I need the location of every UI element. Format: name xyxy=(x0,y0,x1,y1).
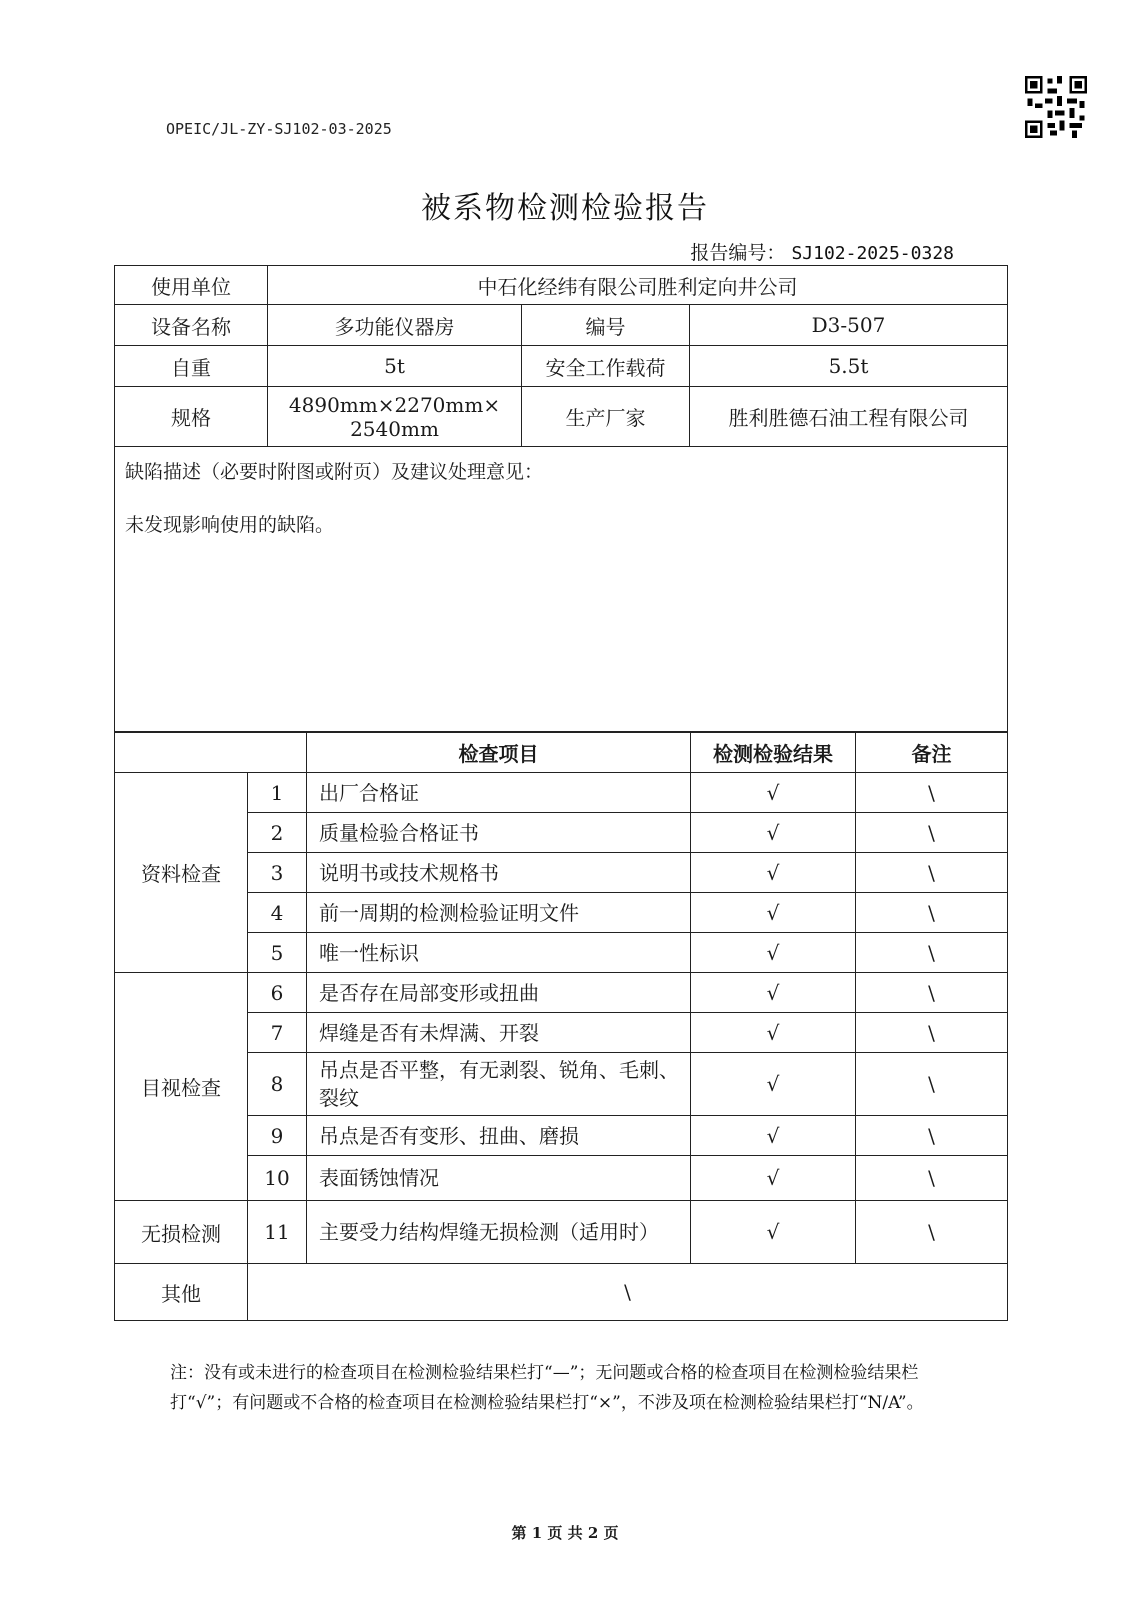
qr-code-icon xyxy=(1025,76,1087,138)
table-row xyxy=(115,853,1008,893)
header-blank xyxy=(115,733,307,773)
defect-section xyxy=(115,447,1008,732)
row-remark: \ xyxy=(856,1201,1008,1264)
row-remark: \ xyxy=(856,933,1008,973)
row-item: 唯一性标识 xyxy=(307,933,691,973)
row-result: √ xyxy=(691,1013,856,1053)
header-remark: 备注 xyxy=(856,733,1008,773)
row-remark: \ xyxy=(856,973,1008,1013)
row-number: 9 xyxy=(248,1116,307,1156)
row-remark: \ xyxy=(856,1116,1008,1156)
info-row xyxy=(115,387,1008,447)
row-remark: \ xyxy=(856,1013,1008,1053)
row-item: 说明书或技术规格书 xyxy=(307,853,691,893)
other-row xyxy=(115,1264,1008,1321)
user-unit-label: 使用单位 xyxy=(115,266,268,305)
other-value: \ xyxy=(248,1264,1008,1321)
defect-label: 缺陷描述（必要时附图或附页）及建议处理意见： xyxy=(125,461,544,483)
row-number: 11 xyxy=(248,1201,307,1264)
row-number: 10 xyxy=(248,1156,307,1201)
safe-working-load-label: 安全工作载荷 xyxy=(522,346,690,387)
inspection-table xyxy=(114,732,1008,1321)
spec-value xyxy=(268,387,522,447)
document-code: OPEIC/JL-ZY-SJ102-03-2025 xyxy=(166,120,392,138)
row-number: 7 xyxy=(248,1013,307,1053)
table-row xyxy=(115,1053,1008,1116)
serial-value: D3-507 xyxy=(690,305,1008,346)
row-remark: \ xyxy=(856,853,1008,893)
row-result: √ xyxy=(691,933,856,973)
table-row xyxy=(115,973,1008,1013)
page-footer: 第 1 页 共 2 页 xyxy=(511,1524,619,1542)
equipment-name-label: 设备名称 xyxy=(115,305,268,346)
table-row xyxy=(115,1156,1008,1201)
row-item: 前一周期的检测检验证明文件 xyxy=(307,893,691,933)
row-remark: \ xyxy=(856,813,1008,853)
defect-row xyxy=(115,447,1008,732)
row-item: 是否存在局部变形或扭曲 xyxy=(307,973,691,1013)
table-row xyxy=(115,1013,1008,1053)
manufacturer-value: 胜利胜德石油工程有限公司 xyxy=(690,387,1008,447)
user-unit-value: 中石化经纬有限公司胜利定向井公司 xyxy=(268,266,1008,305)
row-remark: \ xyxy=(856,1156,1008,1201)
info-row xyxy=(115,305,1008,346)
group-name: 目视检查 xyxy=(115,973,248,1201)
row-item: 焊缝是否有未焊满、开裂 xyxy=(307,1013,691,1053)
row-item: 出厂合格证 xyxy=(307,773,691,813)
row-result: √ xyxy=(691,813,856,853)
note-text: 注：没有或未进行的检查项目在检测检验结果栏打“—”；无问题或合格的检查项目在检测检验结果栏打“√”；有问题或不合格的检查项目在检测检验结果栏打“×”，不涉及项在检测检验结果栏打“N/A”。 xyxy=(170,1363,924,1413)
row-number: 6 xyxy=(248,973,307,1013)
defect-text: 未发现影响使用的缺陷。 xyxy=(125,514,335,536)
row-number: 5 xyxy=(248,933,307,973)
report-number-value: SJ102-2025-0328 xyxy=(791,243,954,264)
header-item: 检查项目 xyxy=(307,733,691,773)
self-weight-label: 自重 xyxy=(115,346,268,387)
info-row xyxy=(115,266,1008,305)
group-name: 无损检测 xyxy=(115,1201,248,1264)
table-row xyxy=(115,933,1008,973)
row-number: 2 xyxy=(248,813,307,853)
row-item: 表面锈蚀情况 xyxy=(307,1156,691,1201)
spec-value-line2: 2540mm xyxy=(350,416,439,441)
row-remark: \ xyxy=(856,893,1008,933)
row-result: √ xyxy=(691,893,856,933)
table-row xyxy=(115,773,1008,813)
report-number-label: 报告编号： xyxy=(690,242,786,264)
row-number: 1 xyxy=(248,773,307,813)
row-result: √ xyxy=(691,1156,856,1201)
row-result: √ xyxy=(691,853,856,893)
row-result: √ xyxy=(691,773,856,813)
row-number: 3 xyxy=(248,853,307,893)
row-result: √ xyxy=(691,1116,856,1156)
spec-value-line1: 4890mm×2270mm× xyxy=(288,392,501,417)
row-item: 质量检验合格证书 xyxy=(307,813,691,853)
spec-label: 规格 xyxy=(115,387,268,447)
report-number xyxy=(690,238,954,265)
manufacturer-label: 生产厂家 xyxy=(522,387,690,447)
header-result: 检测检验结果 xyxy=(691,733,856,773)
info-row xyxy=(115,346,1008,387)
safe-working-load-value: 5.5t xyxy=(690,346,1008,387)
row-number: 8 xyxy=(248,1053,307,1116)
row-number: 4 xyxy=(248,893,307,933)
serial-label: 编号 xyxy=(522,305,690,346)
row-remark: \ xyxy=(856,1053,1008,1116)
row-result: √ xyxy=(691,973,856,1013)
self-weight-value: 5t xyxy=(268,346,522,387)
equipment-info-table xyxy=(114,265,1008,732)
report-title: 被系物检测检验报告 xyxy=(421,191,709,226)
row-item: 主要受力结构焊缝无损检测（适用时） xyxy=(307,1201,691,1264)
inspection-header-row xyxy=(115,733,1008,773)
table-row xyxy=(115,1201,1008,1264)
equipment-name-value: 多功能仪器房 xyxy=(268,305,522,346)
row-result: √ xyxy=(691,1053,856,1116)
row-remark: \ xyxy=(856,773,1008,813)
row-result: √ xyxy=(691,1201,856,1264)
group-name: 资料检查 xyxy=(115,773,248,973)
other-label: 其他 xyxy=(115,1264,248,1321)
row-item: 吊点是否平整，有无剥裂、锐角、毛刺、裂纹 xyxy=(307,1053,691,1116)
table-row xyxy=(115,1116,1008,1156)
table-row xyxy=(115,893,1008,933)
table-row xyxy=(115,813,1008,853)
row-item: 吊点是否有变形、扭曲、磨损 xyxy=(307,1116,691,1156)
